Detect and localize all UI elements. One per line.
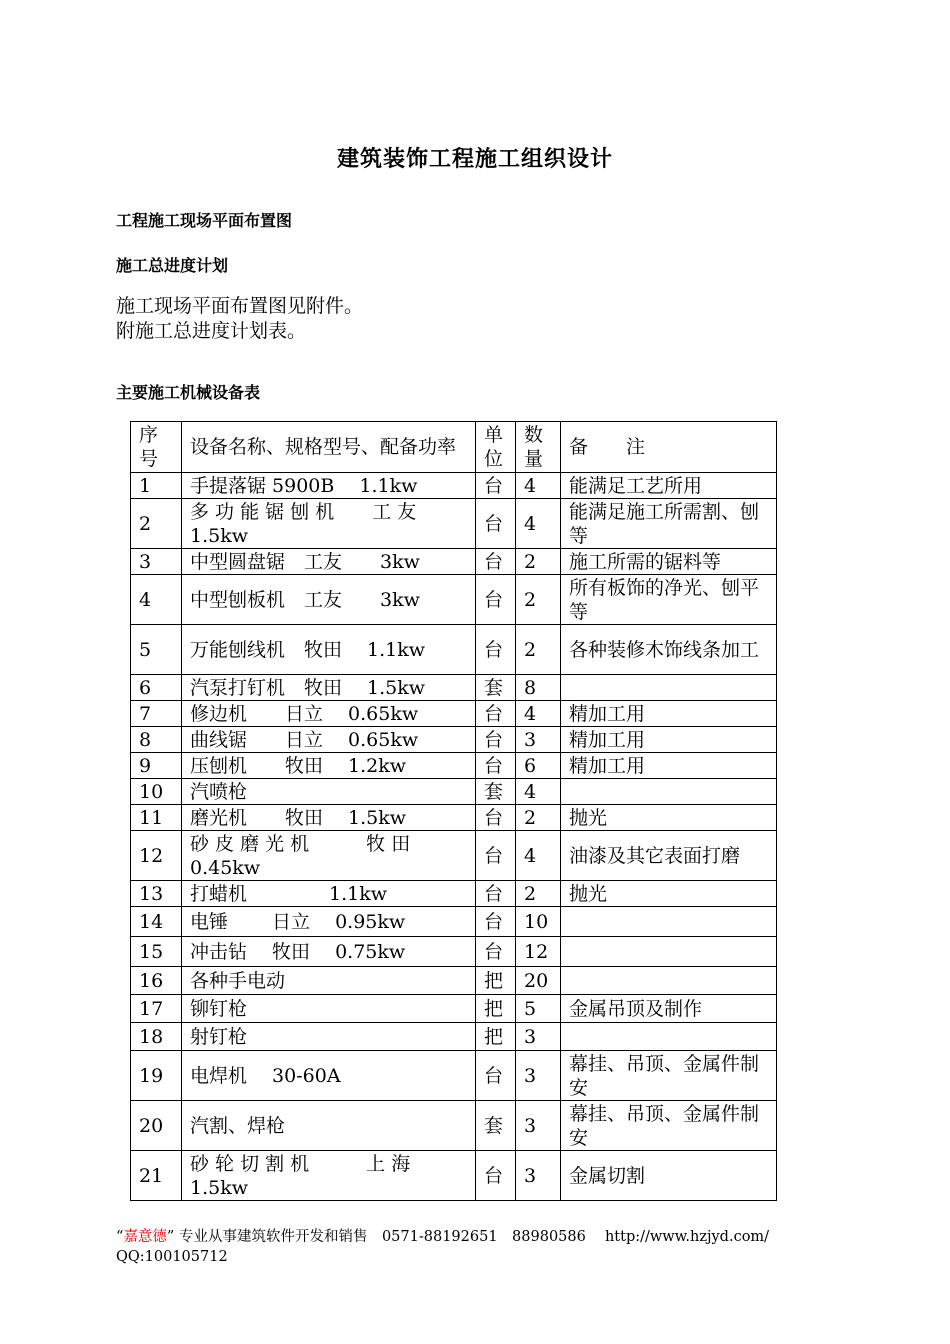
cell-index: 11 xyxy=(131,805,182,831)
cell-quantity: 4 xyxy=(516,779,561,805)
cell-equipment: 各种手电动 xyxy=(182,967,476,995)
cell-quantity: 3 xyxy=(516,1101,561,1151)
cell-index: 16 xyxy=(131,967,182,995)
cell-index: 14 xyxy=(131,907,182,937)
cell-quantity: 2 xyxy=(516,805,561,831)
cell-equipment: 曲线锯 日立 0.65kw xyxy=(182,727,476,753)
header-remarks: 备 注 xyxy=(561,422,777,473)
cell-unit: 台 xyxy=(476,907,516,937)
cell-quantity: 4 xyxy=(516,701,561,727)
cell-index: 5 xyxy=(131,625,182,675)
cell-unit: 套 xyxy=(476,675,516,701)
table-row xyxy=(131,675,777,701)
cell-unit: 台 xyxy=(476,753,516,779)
cell-index: 9 xyxy=(131,753,182,779)
cell-remarks: 金属吊顶及制作 xyxy=(561,995,777,1023)
cell-unit: 台 xyxy=(476,575,516,625)
cell-index: 1 xyxy=(131,473,182,499)
heading-site-layout: 工程施工现场平面布置图 xyxy=(116,211,293,230)
cell-index: 20 xyxy=(131,1101,182,1151)
cell-equipment: 冲击钻 牧田 0.75kw xyxy=(182,937,476,967)
cell-unit: 台 xyxy=(476,831,516,881)
cell-quantity: 4 xyxy=(516,499,561,549)
table-row xyxy=(131,1151,777,1201)
table-header-row xyxy=(131,422,777,473)
cell-equipment: 多 功 能 锯 刨 机 工 友 1.5kw xyxy=(182,499,476,549)
cell-equipment: 打蜡机 1.1kw xyxy=(182,881,476,907)
cell-equipment: 电焊机 30-60A xyxy=(182,1051,476,1101)
cell-equipment: 万能刨线机 牧田 1.1kw xyxy=(182,625,476,675)
table-row xyxy=(131,779,777,805)
table-row xyxy=(131,831,777,881)
cell-quantity: 20 xyxy=(516,967,561,995)
cell-index: 18 xyxy=(131,1023,182,1051)
table-row xyxy=(131,1051,777,1101)
cell-unit: 把 xyxy=(476,967,516,995)
cell-quantity: 3 xyxy=(516,1051,561,1101)
cell-equipment: 射钉枪 xyxy=(182,1023,476,1051)
cell-unit: 台 xyxy=(476,499,516,549)
table-row xyxy=(131,967,777,995)
cell-remarks xyxy=(561,907,777,937)
footer-open-quote: “ xyxy=(116,1229,124,1245)
cell-unit: 台 xyxy=(476,625,516,675)
footer-line xyxy=(116,1227,769,1247)
cell-unit: 台 xyxy=(476,549,516,575)
cell-remarks xyxy=(561,675,777,701)
footer-brand: 嘉意德 xyxy=(123,1229,167,1245)
table-row xyxy=(131,499,777,549)
cell-remarks: 各种装修木饰线条加工 xyxy=(561,625,777,675)
cell-unit: 台 xyxy=(476,701,516,727)
cell-index: 13 xyxy=(131,881,182,907)
table-row xyxy=(131,907,777,937)
cell-remarks: 幕挂、吊顶、金属件制安 xyxy=(561,1101,777,1151)
table-row xyxy=(131,625,777,675)
table-row xyxy=(131,701,777,727)
cell-index: 10 xyxy=(131,779,182,805)
cell-index: 8 xyxy=(131,727,182,753)
cell-unit: 台 xyxy=(476,805,516,831)
cell-quantity: 2 xyxy=(516,549,561,575)
cell-index: 15 xyxy=(131,937,182,967)
equipment-table xyxy=(130,421,777,1201)
cell-remarks: 抛光 xyxy=(561,805,777,831)
cell-quantity: 3 xyxy=(516,727,561,753)
cell-unit: 台 xyxy=(476,1151,516,1201)
document-title: 建筑装饰工程施工组织设计 xyxy=(336,147,613,172)
cell-index: 21 xyxy=(131,1151,182,1201)
cell-quantity: 12 xyxy=(516,937,561,967)
cell-remarks xyxy=(561,937,777,967)
cell-unit: 台 xyxy=(476,881,516,907)
header-unit: 单位 xyxy=(476,422,516,473)
heading-equipment-table: 主要施工机械设备表 xyxy=(116,383,261,402)
paragraph-line: 施工现场平面布置图见附件。 xyxy=(116,295,364,317)
cell-equipment: 电锤 日立 0.95kw xyxy=(182,907,476,937)
cell-equipment: 中型刨板机 工友 3kw xyxy=(182,575,476,625)
cell-equipment: 砂 皮 磨 光 机 牧 田 0.45kw xyxy=(182,831,476,881)
cell-quantity: 10 xyxy=(516,907,561,937)
table-row xyxy=(131,881,777,907)
cell-remarks: 油漆及其它表面打磨 xyxy=(561,831,777,881)
table-row xyxy=(131,549,777,575)
cell-remarks: 抛光 xyxy=(561,881,777,907)
table-row xyxy=(131,805,777,831)
table-row xyxy=(131,473,777,499)
cell-index: 7 xyxy=(131,701,182,727)
cell-equipment: 砂 轮 切 割 机 上 海 1.5kw xyxy=(182,1151,476,1201)
cell-index: 3 xyxy=(131,549,182,575)
cell-remarks: 金属切割 xyxy=(561,1151,777,1201)
cell-quantity: 2 xyxy=(516,881,561,907)
cell-equipment: 压刨机 牧田 1.2kw xyxy=(182,753,476,779)
cell-index: 2 xyxy=(131,499,182,549)
table-row xyxy=(131,995,777,1023)
cell-remarks: 所有板饰的净光、刨平等 xyxy=(561,575,777,625)
cell-remarks: 精加工用 xyxy=(561,701,777,727)
footer-contact: ” 专业从事建筑软件开发和销售 0571-88192651 88980586 http://www.hzjyd.com/ xyxy=(166,1229,770,1245)
cell-remarks: 能满足施工所需割、刨等 xyxy=(561,499,777,549)
table-row xyxy=(131,753,777,779)
cell-remarks: 精加工用 xyxy=(561,753,777,779)
table-row xyxy=(131,575,777,625)
cell-equipment: 磨光机 牧田 1.5kw xyxy=(182,805,476,831)
footer-qq: QQ:100105712 xyxy=(116,1249,228,1265)
cell-quantity: 4 xyxy=(516,473,561,499)
cell-index: 19 xyxy=(131,1051,182,1101)
cell-quantity: 2 xyxy=(516,575,561,625)
cell-remarks xyxy=(561,967,777,995)
paragraph-line: 附施工总进度计划表。 xyxy=(116,320,307,342)
cell-unit: 把 xyxy=(476,995,516,1023)
table-row xyxy=(131,1023,777,1051)
cell-remarks xyxy=(561,1023,777,1051)
cell-unit: 把 xyxy=(476,1023,516,1051)
header-quantity: 数量 xyxy=(516,422,561,473)
cell-quantity: 3 xyxy=(516,1151,561,1201)
table-row xyxy=(131,937,777,967)
cell-quantity: 2 xyxy=(516,625,561,675)
cell-remarks: 施工所需的锯料等 xyxy=(561,549,777,575)
cell-equipment: 汽喷枪 xyxy=(182,779,476,805)
cell-unit: 套 xyxy=(476,779,516,805)
cell-index: 4 xyxy=(131,575,182,625)
cell-unit: 台 xyxy=(476,937,516,967)
cell-remarks xyxy=(561,779,777,805)
cell-quantity: 3 xyxy=(516,1023,561,1051)
cell-index: 12 xyxy=(131,831,182,881)
cell-remarks: 精加工用 xyxy=(561,727,777,753)
cell-unit: 台 xyxy=(476,1051,516,1101)
cell-equipment: 汽割、焊枪 xyxy=(182,1101,476,1151)
cell-unit: 台 xyxy=(476,727,516,753)
cell-quantity: 6 xyxy=(516,753,561,779)
cell-remarks: 能满足工艺所用 xyxy=(561,473,777,499)
cell-quantity: 8 xyxy=(516,675,561,701)
cell-index: 17 xyxy=(131,995,182,1023)
cell-equipment: 手提落锯 5900B 1.1kw xyxy=(182,473,476,499)
cell-quantity: 5 xyxy=(516,995,561,1023)
header-index: 序号 xyxy=(131,422,182,473)
heading-schedule: 施工总进度计划 xyxy=(116,256,229,275)
paragraph-attachments xyxy=(116,294,363,344)
cell-quantity: 4 xyxy=(516,831,561,881)
cell-equipment: 铆钉枪 xyxy=(182,995,476,1023)
cell-unit: 台 xyxy=(476,473,516,499)
header-equipment: 设备名称、规格型号、配备功率 xyxy=(182,422,476,473)
cell-equipment: 中型圆盘锯 工友 3kw xyxy=(182,549,476,575)
cell-equipment: 汽泵打钉机 牧田 1.5kw xyxy=(182,675,476,701)
table-row xyxy=(131,727,777,753)
cell-unit: 套 xyxy=(476,1101,516,1151)
cell-remarks: 幕挂、吊顶、金属件制安 xyxy=(561,1051,777,1101)
cell-index: 6 xyxy=(131,675,182,701)
cell-equipment: 修边机 日立 0.65kw xyxy=(182,701,476,727)
footer xyxy=(116,1227,769,1267)
table-row xyxy=(131,1101,777,1151)
